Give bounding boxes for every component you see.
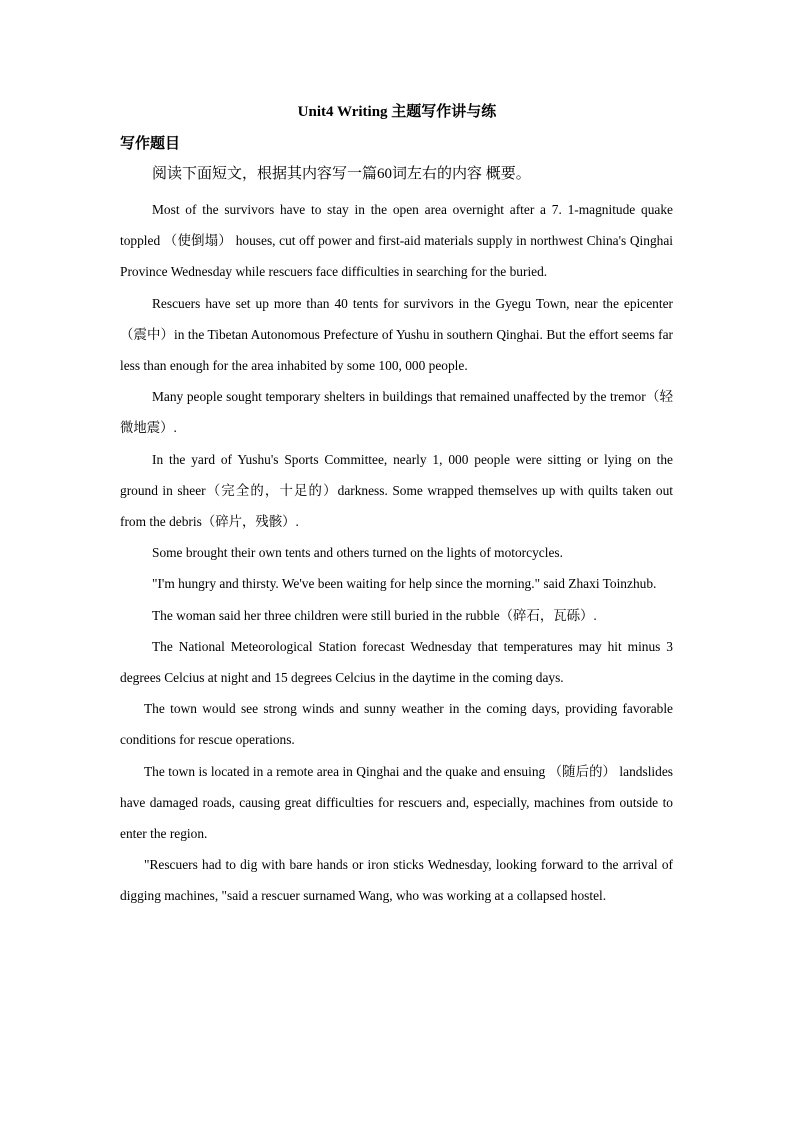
passage-paragraph: Rescuers have set up more than 40 tents for survivors in the Gyegu Town, near the epicenter （震中）in the Tibetan Autonomous Prefecture of Yushu in southern Qinghai. But the effort seems far less than enough for the area inhabited by some 100, 000 people. <box>120 295 673 374</box>
passage-paragraph: Some brought their own tents and others turned on the lights of motorcycles. <box>152 545 563 561</box>
passage-paragraph: In the yard of Yushu's Sports Committee, nearly 1, 000 people were sitting or lying on the ground in sheer（完全的，十足的）darkness. Some wrapped themselves up with quilts taken out from the debris（碎片，残骸）. <box>120 451 673 530</box>
passage-paragraph: The woman said her three children were still buried in the rubble（碎石，瓦砾）. <box>152 607 597 623</box>
passage-paragraph: The town would see strong winds and sunny weather in the coming days, providing favorable conditions for rescue operations. <box>120 701 673 748</box>
passage-paragraph: "Rescuers had to dig with bare hands or iron sticks Wednesday, looking forward to the arrival of digging machines, "said a rescuer surnamed Wang, who was working at a collapsed hostel. <box>120 857 673 904</box>
passage-paragraph: The town is located in a remote area in Qinghai and the quake and ensuing （随后的） landslides have damaged roads, causing great difficulties for rescuers and, especially, machines from outside to enter the region. <box>120 763 673 842</box>
document-title: Unit4 Writing 主题写作讲与练 <box>297 104 497 120</box>
passage-paragraph: The National Meteorological Station forecast Wednesday that temperatures may hit minus 3 degrees Celcius at night and 15 degrees Celcius in the daytime in the coming days. <box>120 638 673 686</box>
section-heading: 写作题目 <box>120 136 181 152</box>
instruction-text: 阅读下面短文，根据其内容写一篇60词左右的内容 概要。 <box>152 166 531 182</box>
passage-body <box>120 194 673 912</box>
passage-paragraph: Most of the survivors have to stay in the open area overnight after a 7. 1-magnitude quake toppled （使倒塌） houses, cut off power and first-aid materials supply in northwest China's Qinghai Province Wednesday while rescuers face difficulties in searching for the buried. <box>120 202 673 280</box>
passage-paragraph: "I'm hungry and thirsty. We've been waiting for help since the morning." said Zhaxi Toinzhub. <box>152 576 657 592</box>
passage-paragraph: Many people sought temporary shelters in buildings that remained unaffected by the tremor（轻微地震）. <box>120 389 673 436</box>
